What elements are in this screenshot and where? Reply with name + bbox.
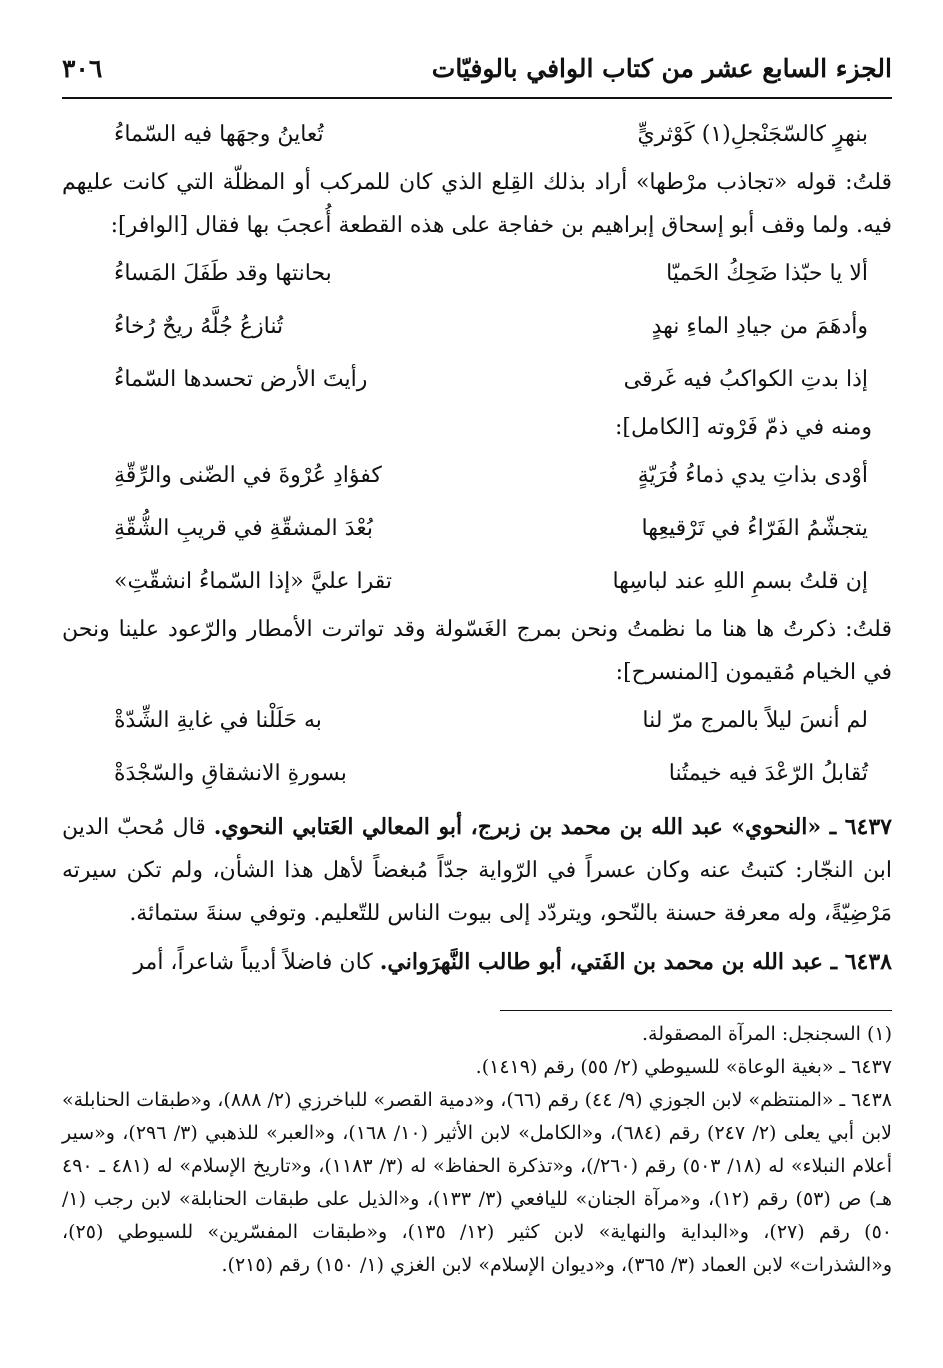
verse-line	[62, 449, 892, 502]
verse-second-hemistich: تُعاينُ وجهَها فيه السّماءُ	[114, 122, 324, 147]
verse-first-hemistich: وأدهَمَ من جيادِ الماءِ نهدٍ	[651, 314, 868, 339]
page-number: ٣٠٦	[62, 54, 103, 83]
entry-text: قال مُحبّ الدين ابن النجّار: كتبتُ عنه وكان عسراً في الرّواية جدّاً مُبغضاً لأهل هذا الشأن، ولم تكن سيرته مَرْضِيّةً، وله معرفة حسنة بالنّحو، ويتردّد إلى بيوت الناس للتّعليم. وتوفي سنةَ ستمائة.	[62, 815, 892, 926]
verse-first-hemistich: لم أنسَ ليلاً بالمرج مرّ لنا	[642, 708, 868, 733]
verse-second-hemistich: بحانتها وقد طَفَلَ المَساءُ	[114, 261, 332, 286]
verse-second-hemistich: تُنازعُ جُلَّهُ ريحٌ رُخاءُ	[114, 314, 284, 339]
footnote-rule	[500, 1010, 892, 1011]
verse-first-hemistich: ألا يا حبّذا ضَحِكُ الحَميّا	[666, 261, 868, 286]
verse-line	[62, 747, 892, 800]
verse-second-hemistich: رأيتَ الأرض تحسدها السّماءُ	[114, 367, 368, 392]
verse-first-hemistich: أوْدى بذاتِ يدي ذماءُ فُرَيّةٍ	[637, 463, 868, 488]
verse-first-hemistich: إذا بدتِ الكواكبُ فيه غَرقى	[623, 367, 868, 392]
running-header	[62, 52, 892, 94]
main-text	[62, 108, 892, 984]
verse-line	[62, 247, 892, 300]
paragraph-commentary: قلتُ: قوله «تجاذب مرْطها» أراد بذلك القِلع الذي كان للمركب أو المظلّة التي كانت عليهم فيه. ولما وقف أبو إسحاق إبراهيم بن خفاجة على هذه القطعة أُعجبَ بها فقال [الوافر]:	[62, 170, 892, 238]
verse-line	[62, 300, 892, 353]
header-rule	[62, 97, 892, 99]
verse-second-hemistich: تقرا عليَّ «إذا السّماءُ انشقّتِ»	[114, 569, 392, 594]
entry-heading: ٦٤٣٨ ـ عبد الله بن محمد بن الفَتي، أبو طالب النَّهرَواني.	[379, 949, 892, 975]
paragraph-commentary: قلتُ: ذكرتُ ها هنا ما نظمتُ ونحن بمرج الغَسّولة وقد تواترت الأمطار والرّعود علينا ونحن في الخيام مُقيمون [المنسرح]:	[62, 617, 892, 685]
footnote: (١) السجنجل: المرآة المصقولة.	[642, 1023, 892, 1045]
biography-entry-6438	[62, 941, 892, 984]
entry-heading: ٦٤٣٧ ـ «النحوي» عبد الله بن محمد بن زبرج، أبو المعالي العَتابي النحوي.	[213, 814, 892, 840]
footnote: ٦٤٣٨ ـ «المنتظم» لابن الجوزي (٩/ ٤٤) رقم (٦٦)، و«دمية القصر» للباخرزي (٢/ ٨٨٨)، و«طبقات الحنابلة» لابن أبي يعلى (٢/ ٢٤٧) رقم (٦٨٤)، و«الكامل» لابن الأثير (١٠/ ١٦٨)، و«العبر» للذهبي (٣/ ٢٩٦)، و«سير أعلام النبلاء» له (١٨/ ٥٠٣) رقم (٢٦٠/)، و«تذكرة الحفاظ» له (٣/ ١١٨٣)، و«تاريخ الإسلام» له (٤٨١ ـ ٤٩٠ هـ) ص (٥٣) رقم (١٢)، و«مرآة الجنان» لليافعي (٣/ ١٣٣)، و«الذيل على طبقات الحنابلة» لابن رجب (١/ ٥٠) رقم (٢٧)، و«البداية والنهاية» لابن كثير (١٢/ ١٣٥)، و«طبقات المفسّرين» للسيوطي (٢٥)، و«الشذرات» لابن العماد (٣/ ٣٦٥)، و«ديوان الإسلام» لابن الغزي (١/ ١٥٠) رقم (٢١٥).	[62, 1089, 892, 1276]
verse-first-hemistich: يتجشّمُ الفَرّاءُ في تَرْقيعِها	[641, 516, 868, 541]
verse-line	[62, 694, 892, 747]
verse-first-hemistich: تُقابلُ الرّعْدَ فيه خيمتُنا	[668, 761, 868, 786]
verse-second-hemistich: به حَلَلْنا في غايةِ الشِّدّةْ	[114, 708, 322, 733]
verse-line	[62, 353, 892, 406]
verse-line	[62, 108, 892, 161]
verse-second-hemistich: بُعْدَ المشقّةِ في قريبِ الشُّقّةِ	[114, 516, 373, 541]
verse-line	[62, 555, 892, 608]
verse-second-hemistich: بسورةِ الانشقاقِ والسّجْدَةْ	[114, 761, 347, 786]
biography-entry-6437	[62, 806, 892, 935]
verse-first-hemistich: إن قلتُ بسمِ اللهِ عند لباسِها	[612, 569, 868, 594]
entry-text: كان فاضلاً أديباً شاعراً، أمر	[133, 950, 380, 975]
footnotes	[62, 1018, 892, 1282]
paragraph-intro: ومنه في ذمّ فَرْوته [الكامل]:	[615, 415, 872, 440]
footnote: ٦٤٣٧ ـ «بغية الوعاة» للسيوطي (٢/ ٥٥) رقم (١٤١٩).	[475, 1056, 892, 1078]
verse-line	[62, 502, 892, 555]
header-title: الجزء السابع عشر من كتاب الوافي بالوفيّات	[431, 54, 892, 83]
verse-second-hemistich: كفؤادِ عُرْوةَ في الضّنى والرِّقّةِ	[114, 463, 382, 488]
verse-first-hemistich: بنهرٍ كالسّجَنْجلِ(١) كَوْثريٍّ	[637, 122, 868, 147]
